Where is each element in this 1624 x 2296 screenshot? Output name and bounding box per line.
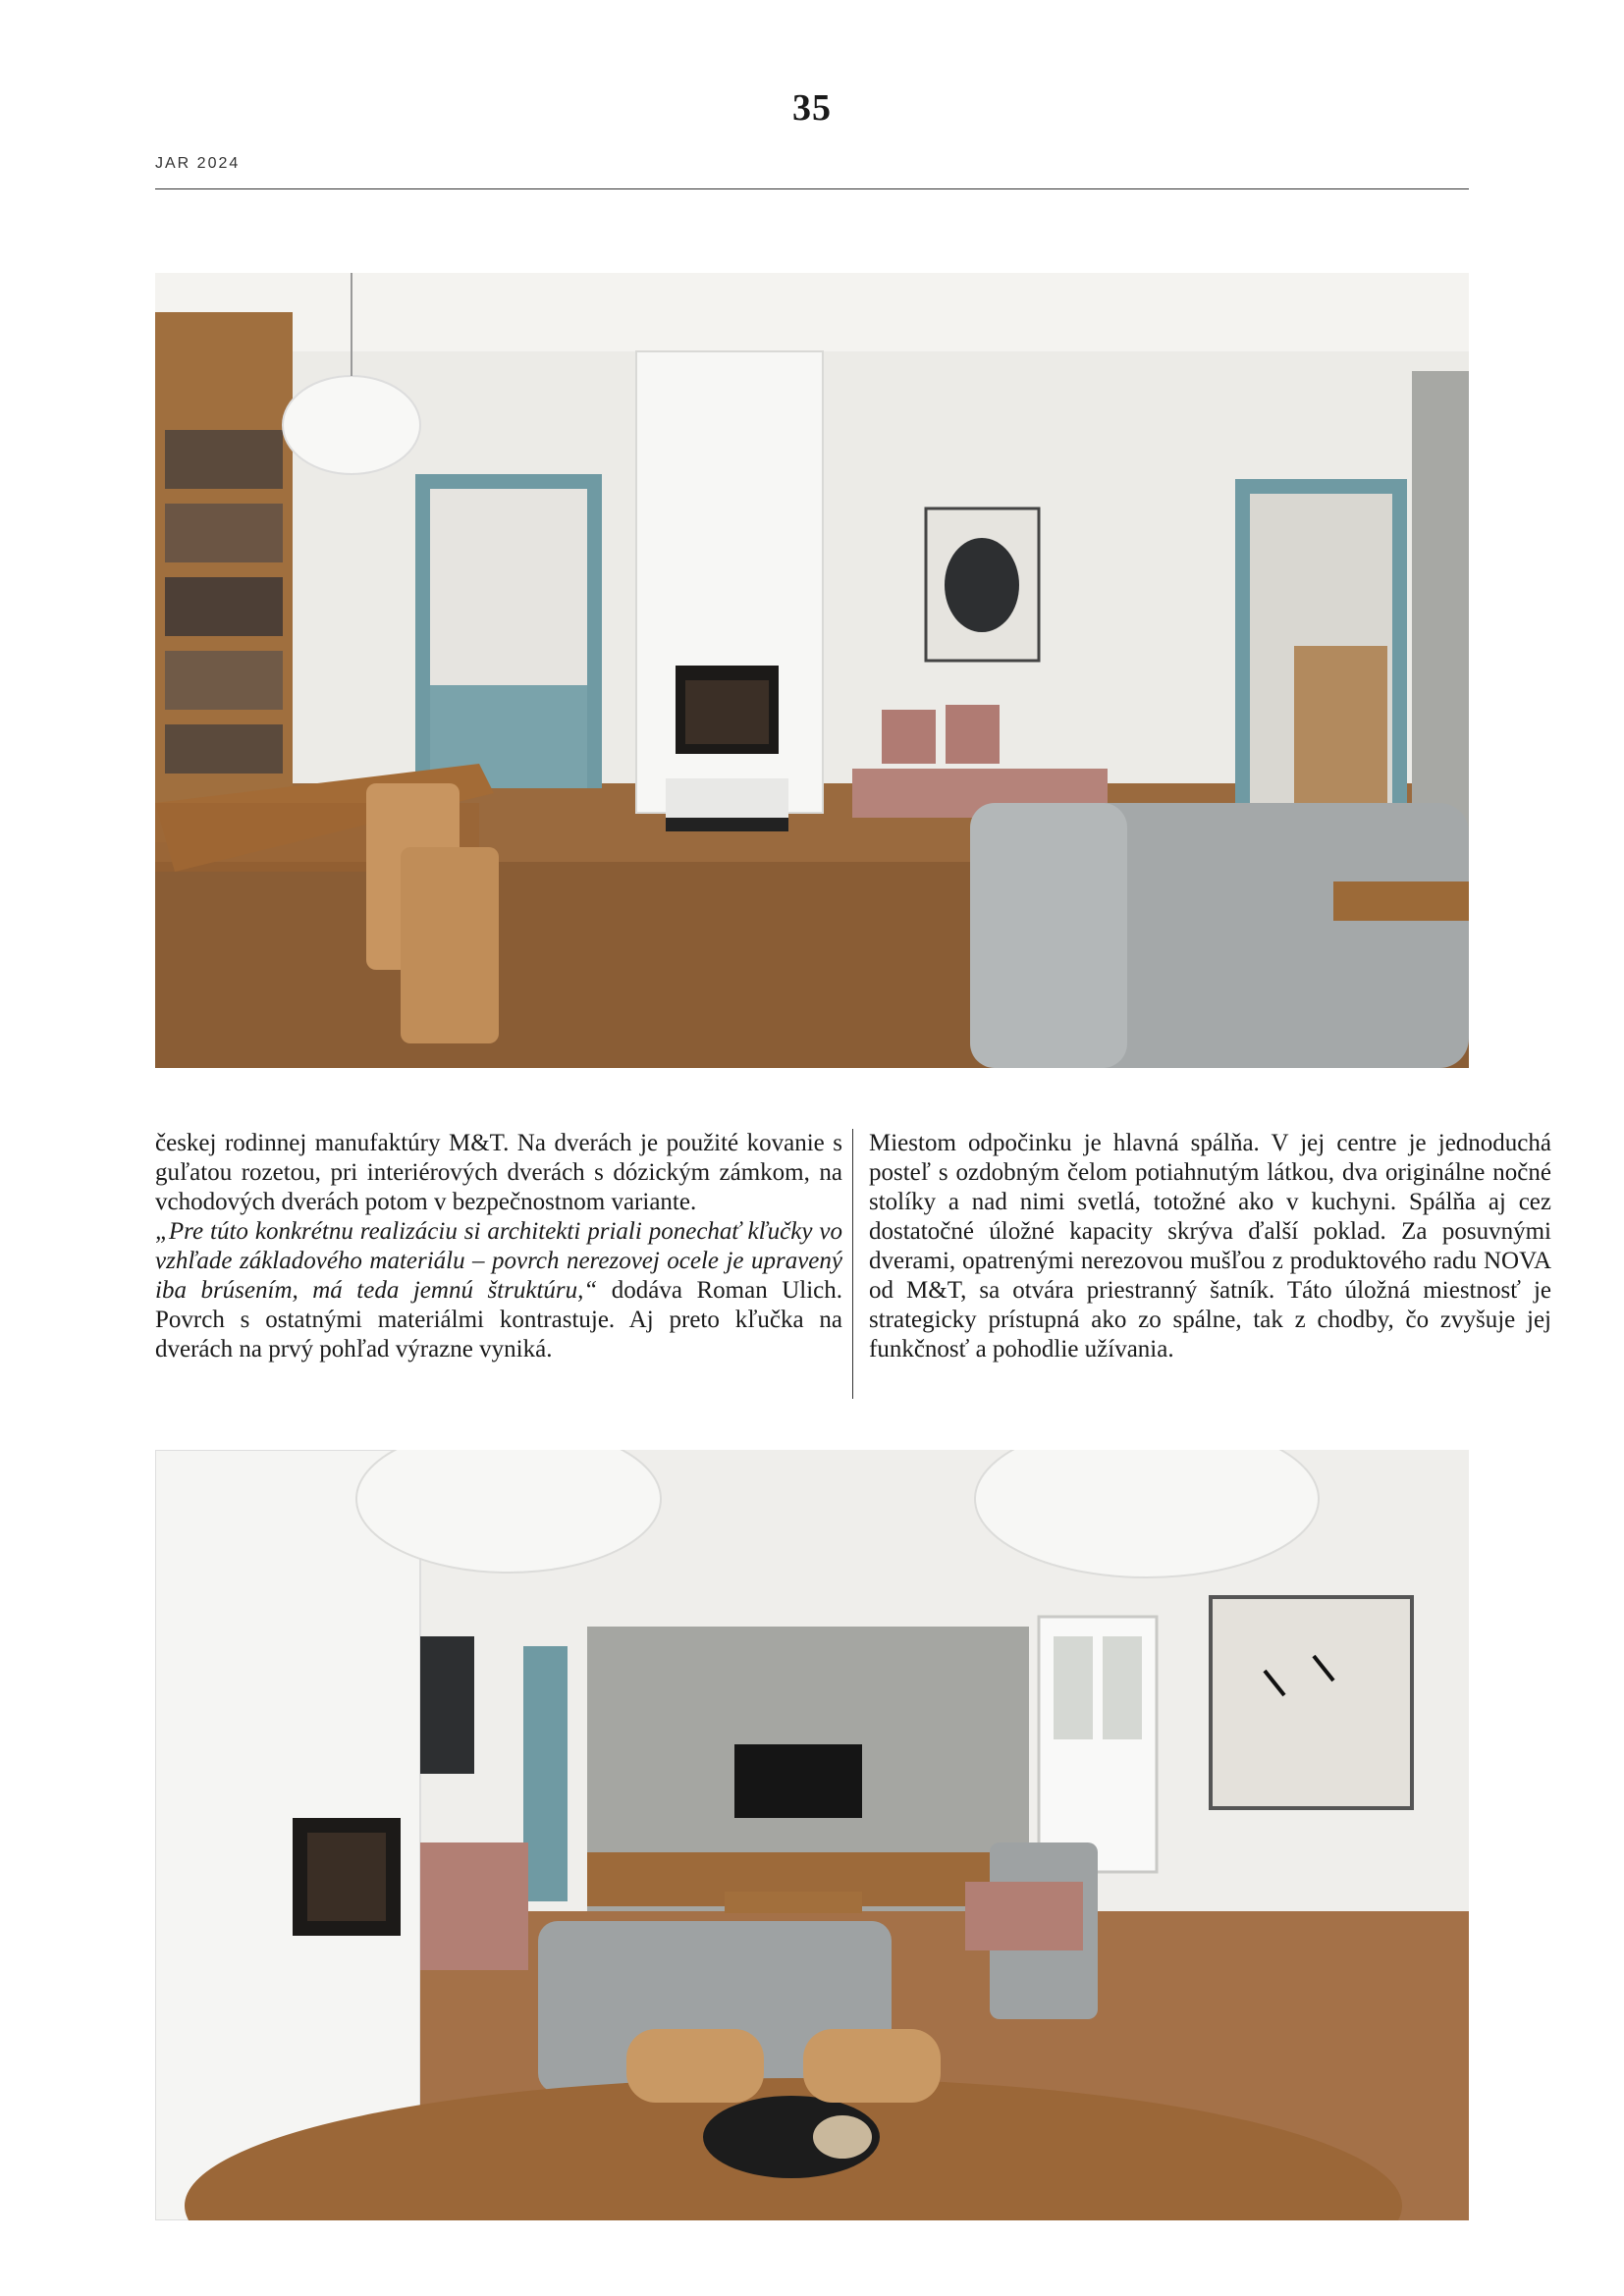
article-column-left: [155, 1129, 842, 1364]
quote-attribution: dodáva Roman Ulich. Povrch s ostatnými materiálmi kontrastuje. Aj preto kľučka na dverách na prvý pohľad výrazne vyniká.: [155, 1277, 842, 1362]
page-number: 35: [792, 87, 832, 129]
left-paragraph-2: [155, 1217, 842, 1364]
article-column-right: [869, 1129, 1551, 1364]
dining-living-room-photo: [155, 1450, 1469, 2220]
header-rule: [155, 188, 1469, 189]
quote: „Pre túto konkrétnu realizáciu si architekti priali ponechať kľučky vo vzhľade základového materiálu – povrch nerezovej ocele je upravený iba brúsením, má teda jemnú štruktúru,“: [155, 1218, 842, 1304]
right-paragraph-1: Miestom odpočinku je hlavná spálňa. V jej centre je jednoduchá posteľ s ozdobným čelom potiahnutým látkou, dva originálne nočné stolíky a nad nimi svetlá, totožné ako v kuchyni. Spálňa aj cez dostatočné úložné kapacity skrýva ďalší poklad. Za posuvnými dverami, opatrenými nerezovou mušľou z produktového radu NOVA od M&T, sa otvára priestranný šatník. Táto úložná miestnosť je strategicky prístupná ako zo spálne, tak z chodby, čo zvyšuje jej funkčnosť a pohodlie užívania.: [869, 1130, 1551, 1362]
column-divider: [852, 1129, 853, 1399]
living-room-fireplace-photo: [155, 273, 1469, 1068]
left-paragraph-1: českej rodinnej manufaktúry M&T. Na dverách je použité kovanie s guľatou rozetou, pri interiérových dverách s dózickým zámkom, na vchodových dverách potom v bezpečnostnom variante.: [155, 1130, 842, 1215]
issue-label: JAR 2024: [155, 155, 241, 172]
